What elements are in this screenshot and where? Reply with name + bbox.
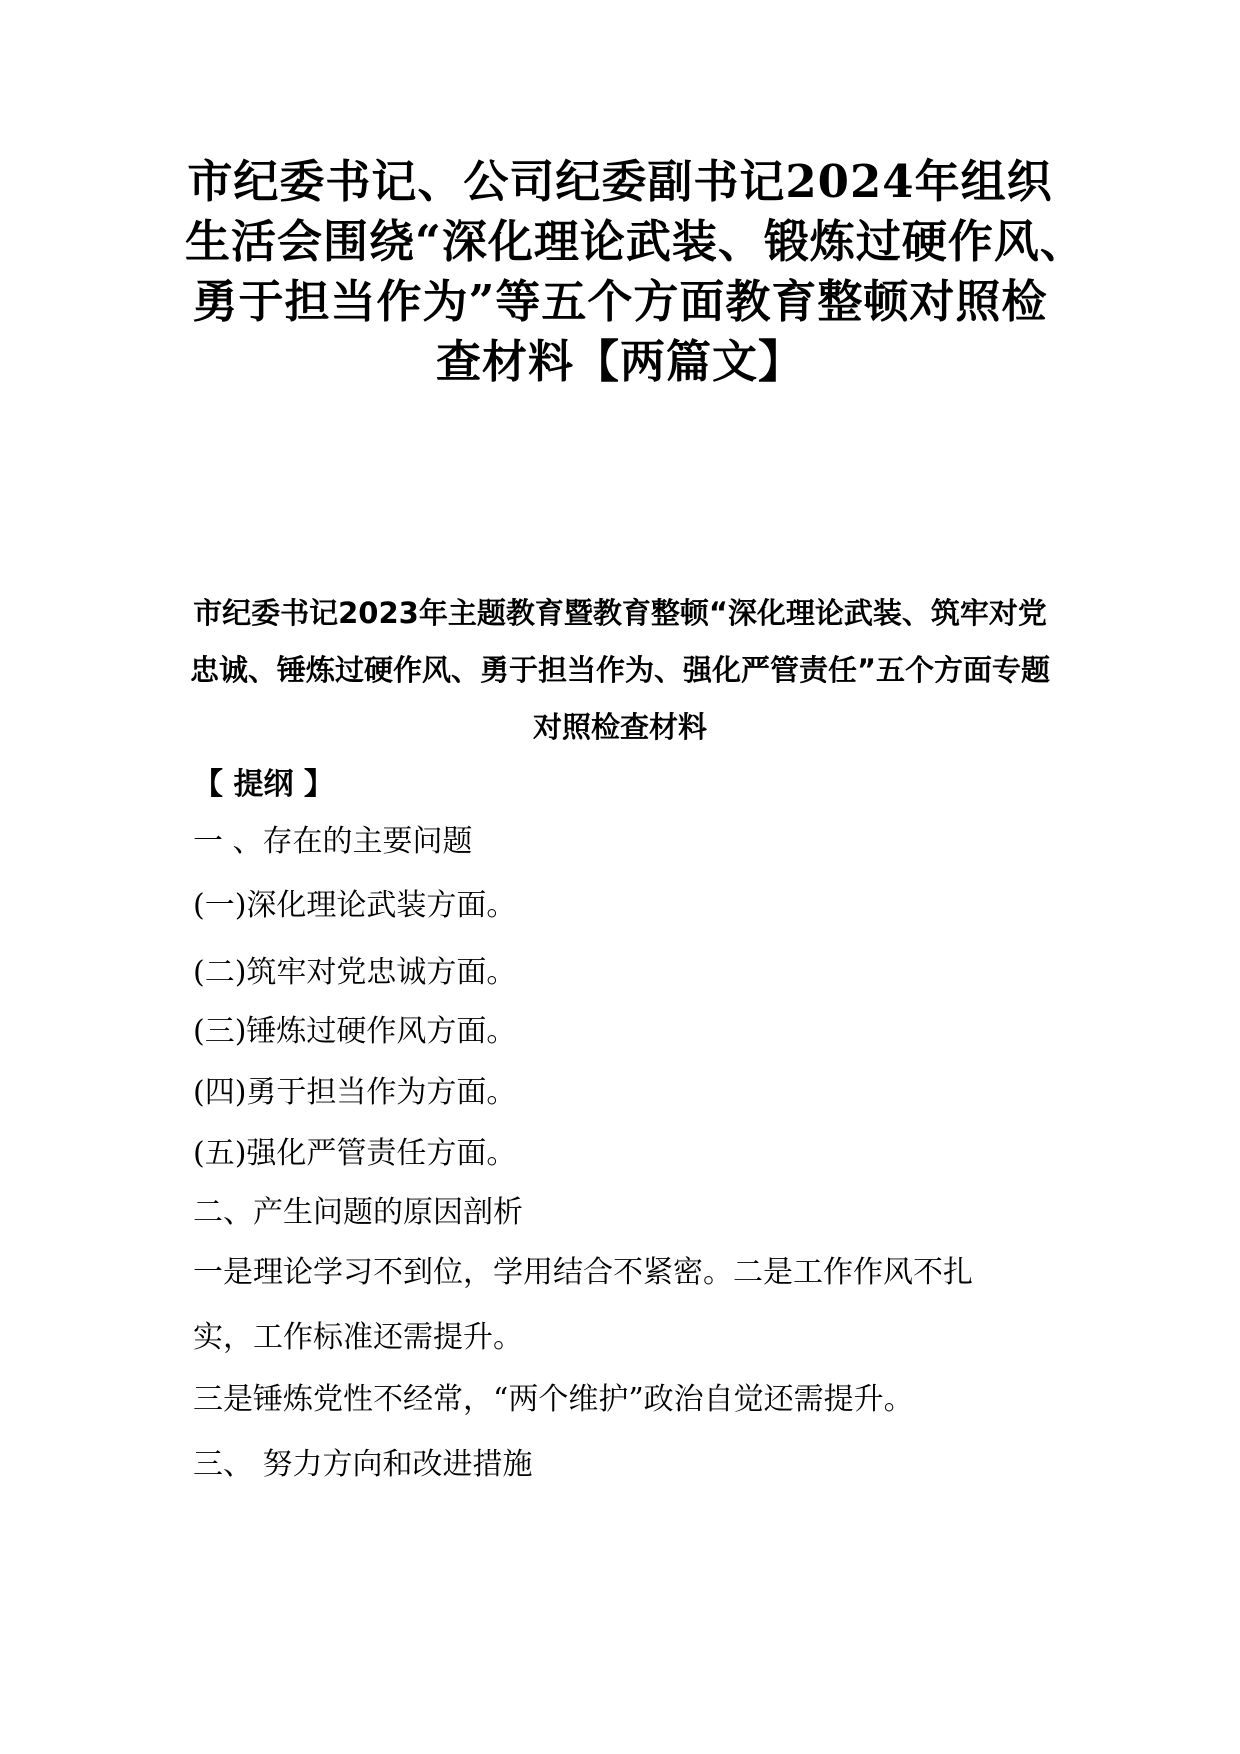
list-item: (五)强化严管责任方面。 — [193, 1136, 517, 1171]
paragraph: 三是锤炼党性不经常，“两个维护”政治自觉还需提升。 — [193, 1382, 914, 1417]
subtitle-line: 市纪委书记2023年主题教育暨教育整顿“深化理论武装、筑牢对党 — [193, 596, 1047, 630]
list-item: (二)筑牢对党忠诚方面。 — [193, 955, 517, 990]
paragraph-line: 实，工作标准还需提升。 — [193, 1320, 523, 1355]
document-title — [185, 152, 1086, 392]
section-heading-measures: 三、 努力方向和改进措施 — [193, 1447, 533, 1482]
title-line: 市纪委书记、公司纪委副书记2024年组织 — [187, 155, 1053, 208]
paragraph-line: 一是理论学习不到位，学用结合不紧密。二是工作作风不扎 — [193, 1255, 973, 1290]
list-item: (四)勇于担当作为方面。 — [193, 1075, 517, 1110]
list-item: (一)深化理论武装方面。 — [193, 888, 517, 923]
section-heading-problems: 一 、存在的主要问题 — [193, 824, 473, 859]
section-heading-causes: 二、产生问题的原因剖析 — [193, 1195, 523, 1230]
title-line: 生活会围绕“深化理论武装、锻炼过硬作风、 — [185, 215, 1086, 268]
title-line: 勇于担当作为”等五个方面教育整顿对照检 — [192, 275, 1048, 328]
subtitle-line: 忠诚、锤炼过硬作风、勇于担当作为、强化严管责任”五个方面专题 — [189, 653, 1051, 687]
outline-heading: 【 提纲 】 — [193, 767, 334, 802]
document-subtitle — [188, 585, 1052, 756]
list-item: (三)锤炼过硬作风方面。 — [193, 1014, 517, 1049]
subtitle-line: 对照检查材料 — [532, 710, 707, 744]
title-line: 查材料【两篇文】 — [435, 335, 804, 388]
